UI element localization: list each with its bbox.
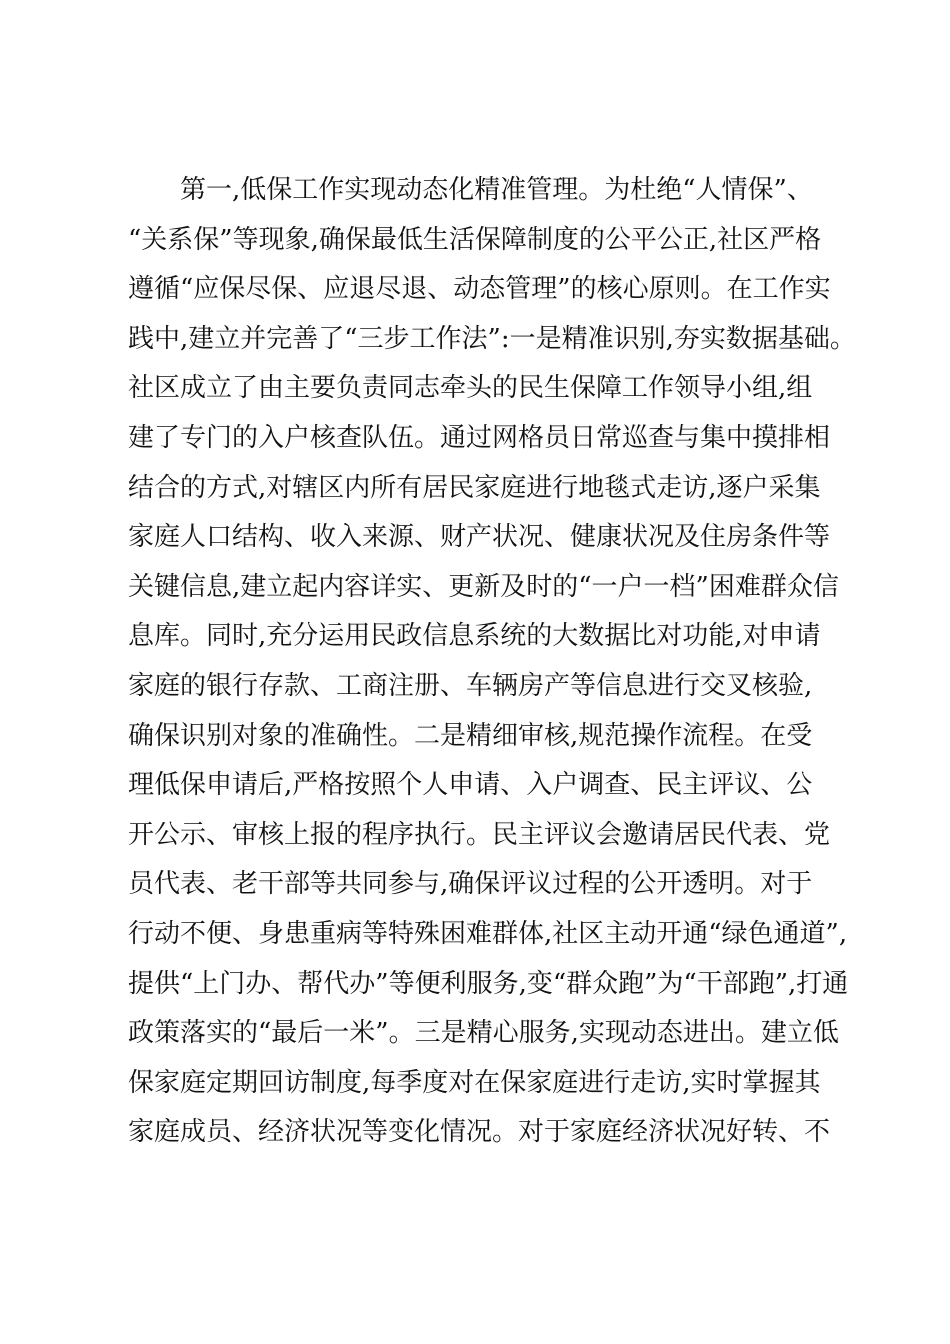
paragraph-line: 政策落实的“最后一米”。三是精心服务,实现动态进出。建立低 xyxy=(128,1018,839,1049)
paragraph-line: 家庭成员、经济状况等变化情况。对于家庭经济状况好转、不 xyxy=(128,1117,831,1148)
paragraph-line: 遵循“应保尽保、应退尽退、动态管理”的核心原则。在工作实 xyxy=(128,274,831,305)
paragraph-line: 践中,建立并完善了“三步工作法”:一是精准识别,夯实数据基础。 xyxy=(128,323,856,354)
paragraph-line: 第一,低保工作实现动态化精准管理。为杜绝“人情保”、 xyxy=(180,175,813,205)
paragraph-line: 行动不便、身患重病等特殊困难群体,社区主动开通“绿色通道”, xyxy=(128,918,848,949)
paragraph-line: 息库。同时,充分运用民政信息系统的大数据比对功能,对申请 xyxy=(128,621,821,652)
paragraph-line: 保家庭定期回访制度,每季度对在保家庭进行走访,实时掌握其 xyxy=(128,1067,821,1098)
paragraph-line: 结合的方式,对辖区内所有居民家庭进行地毯式走访,逐户采集 xyxy=(128,472,821,503)
paragraph-line: 提供“上门办、帮代办”等便利服务,变“群众跑”为“干部跑”,打通 xyxy=(128,968,849,999)
body-paragraph xyxy=(128,166,856,1158)
paragraph-line: 员代表、老干部等共同参与,确保评议过程的公开透明。对于 xyxy=(128,869,813,900)
paragraph-line: 理低保申请后,严格按照个人申请、入户调查、民主评议、公 xyxy=(128,770,813,801)
paragraph-line: 开公示、审核上报的程序执行。民主评议会邀请居民代表、党 xyxy=(128,819,831,850)
paragraph-line: “关系保”等现象,确保最低生活保障制度的公平公正,社区严格 xyxy=(128,224,822,255)
paragraph-line: 社区成立了由主要负责同志牵头的民生保障工作领导小组,组 xyxy=(128,373,813,404)
paragraph-line: 家庭的银行存款、工商注册、车辆房产等信息进行交叉核验, xyxy=(128,670,813,701)
paragraph-line: 家庭人口结构、收入来源、财产状况、健康状况及住房条件等 xyxy=(128,522,831,553)
paragraph-line: 确保识别对象的准确性。二是精细审核,规范操作流程。在受 xyxy=(128,720,813,751)
paragraph-line: 关键信息,建立起内容详实、更新及时的“一户一档”困难群众信 xyxy=(128,571,839,602)
paragraph-line: 建了专门的入户核查队伍。通过网格员日常巡查与集中摸排相 xyxy=(128,422,831,453)
